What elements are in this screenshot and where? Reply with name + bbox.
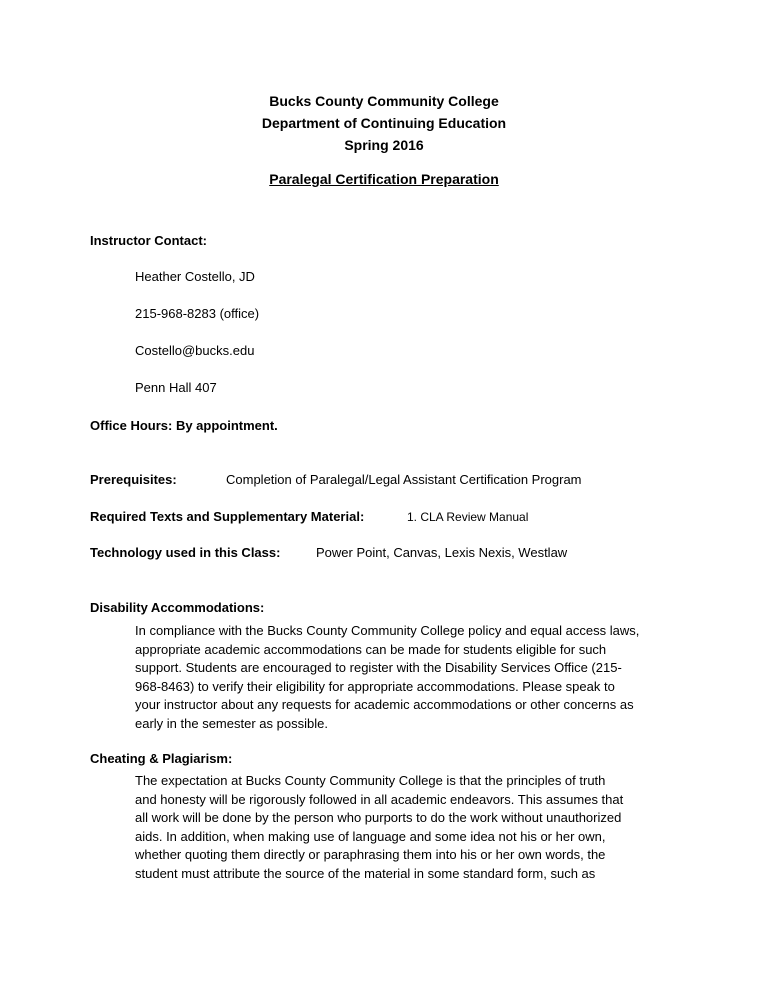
paragraph-line: 968-8463) to verify their eligibility for appropriate accommodations. Please speak to xyxy=(135,678,615,694)
instructor-name: Heather Costello, JD xyxy=(135,269,255,284)
instructor-email: Costello@bucks.edu xyxy=(135,343,255,358)
paragraph-line: The expectation at Bucks County Community College is that the principles of truth xyxy=(135,773,606,788)
cheating-heading: Cheating & Plagiarism: xyxy=(90,751,233,766)
prerequisites-value: Completion of Paralegal/Legal Assistant Certification Program xyxy=(226,472,582,487)
disability-paragraph xyxy=(135,622,675,733)
paragraph-line: your instructor about any requests for academic accommodations or other concerns as xyxy=(135,697,634,712)
paragraph-line: all work will be done by the person who purports to do the work without unauthorized xyxy=(135,810,622,825)
technology-label: Technology used in this Class: xyxy=(90,545,281,560)
college-name: Bucks County Community College xyxy=(269,93,499,109)
paragraph-line: whether quoting them directly or paraphrasing them into his or her own words, the xyxy=(135,847,606,862)
course-title: Paralegal Certification Preparation xyxy=(269,171,499,187)
required-texts-label: Required Texts and Supplementary Material: xyxy=(90,509,365,524)
term: Spring 2016 xyxy=(344,137,424,153)
technology-value: Power Point, Canvas, Lexis Nexis, Westlaw xyxy=(316,545,568,560)
paragraph-line: and honesty will be rigorously followed in all academic endeavors. This assumes that xyxy=(135,791,624,807)
instructor-phone: 215-968-8283 (office) xyxy=(135,306,260,321)
paragraph-line: aids. In addition, when making use of language and some idea not his or her own, xyxy=(135,828,606,844)
paragraph-line: appropriate academic accommodations can be made for students eligible for such xyxy=(135,641,607,657)
required-texts-value: 1. CLA Review Manual xyxy=(407,510,529,524)
disability-heading: Disability Accommodations: xyxy=(90,600,265,615)
prerequisites-label: Prerequisites: xyxy=(90,472,177,487)
paragraph-line: student must attribute the source of the material in some standard form, such as xyxy=(135,865,596,881)
department-name: Department of Continuing Education xyxy=(261,115,507,131)
office-hours: Office Hours: By appointment. xyxy=(90,418,278,433)
cheating-paragraph xyxy=(135,772,675,883)
instructor-office: Penn Hall 407 xyxy=(135,380,217,395)
instructor-heading: Instructor Contact: xyxy=(90,233,207,248)
paragraph-line: In compliance with the Bucks County Community College policy and equal access laws, xyxy=(135,623,640,638)
paragraph-line: early in the semester as possible. xyxy=(135,715,328,731)
paragraph-line: support. Students are encouraged to register with the Disability Services Office (215- xyxy=(135,660,622,675)
